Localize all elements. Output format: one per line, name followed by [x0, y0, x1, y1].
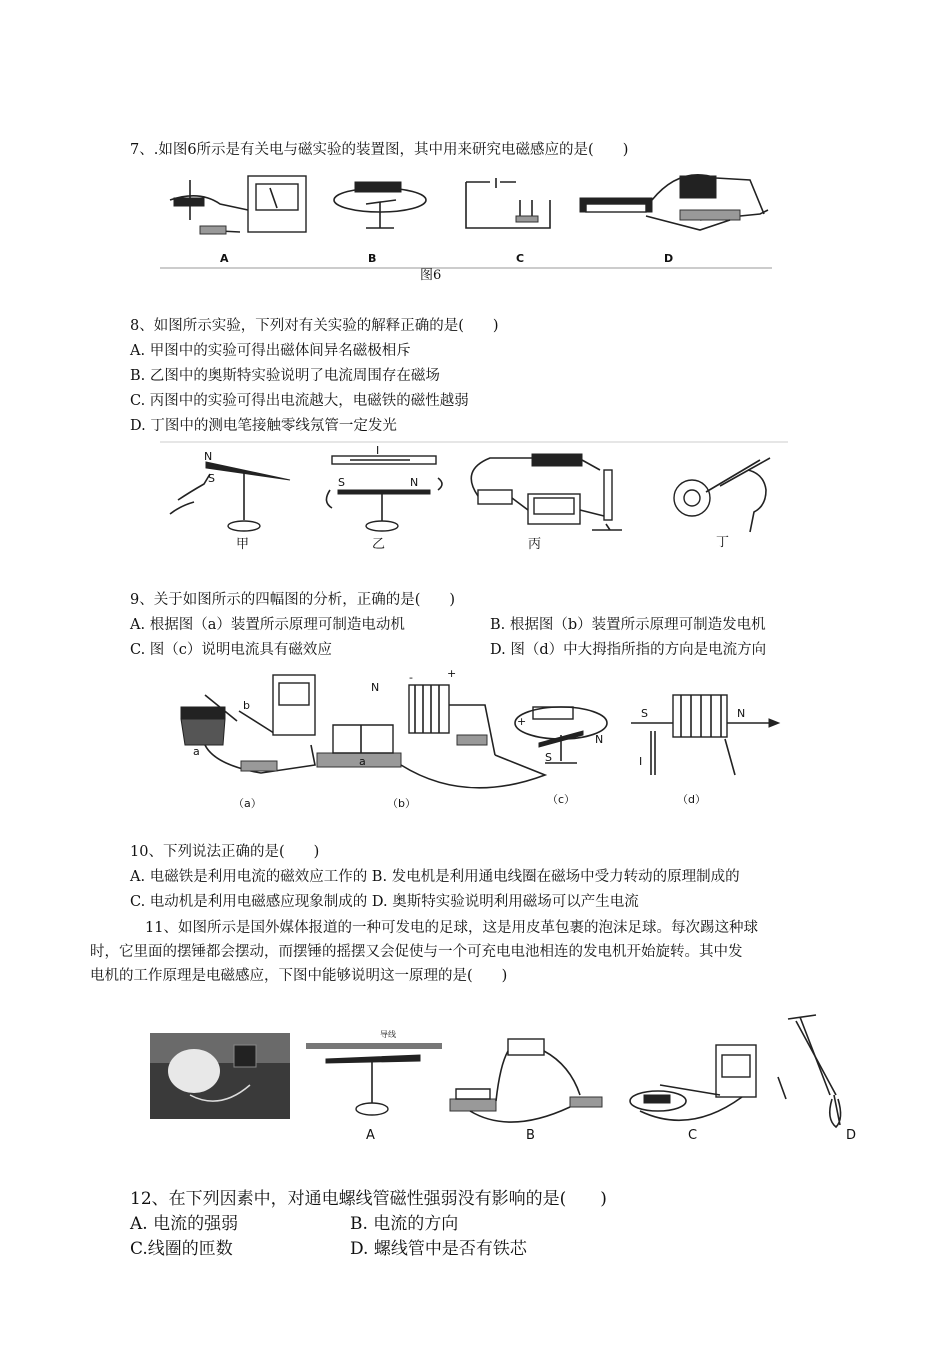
svg-text:I: I	[376, 444, 380, 457]
q7-stem: 7、.如图6所示是有关电与磁实验的装置图，其中用来研究电磁感应的是( )	[130, 142, 629, 158]
q9-label-b: （b）	[387, 797, 416, 810]
q8-label-jia: 甲	[236, 537, 250, 552]
q9-figure	[165, 665, 785, 815]
q9-figure-b-motor	[317, 667, 545, 788]
svg-text:S: S	[545, 751, 552, 764]
q8-option-a: A. 甲图中的实验可得出磁体间异名磁极相斥	[130, 343, 411, 359]
svg-text:S: S	[641, 707, 648, 720]
q7-label-d: D	[664, 252, 674, 265]
q10-stem: 10、下列说法正确的是( )	[130, 844, 320, 860]
q8-figure-jia-magnets	[170, 450, 290, 531]
q12-option-a: A. 电流的强弱	[130, 1214, 239, 1234]
svg-text:I: I	[639, 755, 643, 768]
svg-text:N: N	[410, 476, 419, 489]
q7-label-b: B	[368, 252, 377, 265]
svg-text:N: N	[204, 450, 213, 463]
q9-label-a: （a）	[233, 797, 262, 810]
q10-line-1: A. 电磁铁是利用电流的磁效应工作的 B. 发电机是利用通电线圈在磁场中受力转动的原理制成的	[130, 869, 740, 885]
q12-option-b: B. 电流的方向	[350, 1214, 459, 1234]
q9-label-d: （d）	[677, 793, 706, 806]
q11-label-c: C	[688, 1128, 698, 1143]
q7-figure-caption: 图6	[420, 268, 442, 283]
q10-line-2: C. 电动机是利用电磁感应现象制成的 D. 奥斯特实验说明利用磁场可以产生电流	[130, 894, 639, 910]
q9-option-b: B. 根据图（b）装置所示原理可制造发电机	[490, 617, 766, 633]
q8-option-c: C. 丙图中的实验可得出电流越大，电磁铁的磁性越弱	[130, 393, 469, 409]
q11-label-d: D	[846, 1128, 857, 1143]
q11-figure-c-induction	[630, 1045, 756, 1120]
svg-text:b: b	[243, 699, 250, 712]
q11-figure-d-pendulum	[778, 1015, 841, 1127]
svg-text:N: N	[737, 707, 746, 720]
svg-text:+: +	[447, 667, 457, 680]
q8-label-ding: 丁	[716, 535, 730, 550]
q9-label-c: （c）	[547, 793, 576, 806]
q7-figure-c-circuit	[466, 178, 550, 228]
q7-figure-a-galvanometer	[170, 176, 306, 234]
svg-text:S: S	[338, 476, 345, 489]
q9-option-c: C. 图（c）说明电流具有磁效应	[130, 642, 332, 658]
q8-figure-yi-oersted	[326, 444, 442, 531]
svg-text:N: N	[595, 733, 604, 746]
q7-figure-d-motor	[580, 175, 768, 230]
q8-stem: 8、如图所示实验，下列对有关实验的解释正确的是( )	[130, 318, 499, 334]
q8-option-b: B. 乙图中的奥斯特实验说明了电流周围存在磁场	[130, 368, 440, 384]
q7-label-c: C	[516, 252, 525, 265]
q11-line-2: 时，它里面的摆锤都会摆动，而摆锤的摇摆又会促使与一个可充电电池相连的发电机开始旋转。其中发	[90, 944, 743, 960]
q11-line-1: 11、如图所示是国外媒体报道的一种可发电的足球，这是用皮革包裹的泡沫足球。每次踢这种球	[145, 920, 758, 936]
q11-figure-b-motor	[450, 1039, 602, 1122]
q8-option-d: D. 丁图中的测电笔接触零线氖管一定发光	[130, 418, 397, 434]
q8-figure	[160, 440, 800, 555]
q9-option-a: A. 根据图（a）装置所示原理可制造电动机	[130, 617, 405, 633]
q7-figure	[160, 170, 780, 280]
q11-label-a: A	[366, 1128, 375, 1143]
q11-photo-soccer-ball	[150, 1033, 290, 1119]
q11-line-3: 电机的工作原理是电磁感应，下图中能够说明这一原理的是( )	[90, 968, 508, 984]
q9-figure-a-induction	[181, 675, 315, 773]
q8-figure-bing-electromagnet	[471, 454, 622, 530]
q7-figure-b-oersted	[334, 182, 426, 228]
q12-option-c: C.线圈的匝数	[130, 1239, 233, 1259]
q7-label-a: A	[220, 252, 229, 265]
svg-text:+: +	[517, 715, 527, 728]
svg-text:a: a	[359, 755, 366, 768]
q8-label-bing: 丙	[528, 537, 542, 552]
svg-text:S: S	[208, 472, 215, 485]
q11-figure-a-oersted	[306, 1029, 442, 1115]
q8-figure-ding-tester	[674, 458, 770, 532]
q12-stem: 12、在下列因素中，对通电螺线管磁性强弱没有影响的是( )	[130, 1189, 607, 1209]
svg-text:N: N	[371, 681, 380, 694]
q9-figure-d-solenoid	[631, 695, 779, 775]
q9-stem: 9、关于如图所示的四幅图的分析，正确的是( )	[130, 592, 456, 608]
q12-option-d: D. 螺线管中是否有铁芯	[350, 1239, 527, 1259]
svg-text:导线: 导线	[380, 1030, 396, 1039]
q9-figure-c-oersted	[515, 707, 607, 764]
q8-label-yi: 乙	[372, 537, 386, 552]
q11-label-b: B	[526, 1128, 535, 1143]
q9-option-d: D. 图（d）中大拇指所指的方向是电流方向	[490, 642, 767, 658]
svg-text:a: a	[193, 745, 200, 758]
svg-text:-: -	[409, 671, 413, 684]
q11-figure	[150, 1015, 870, 1145]
